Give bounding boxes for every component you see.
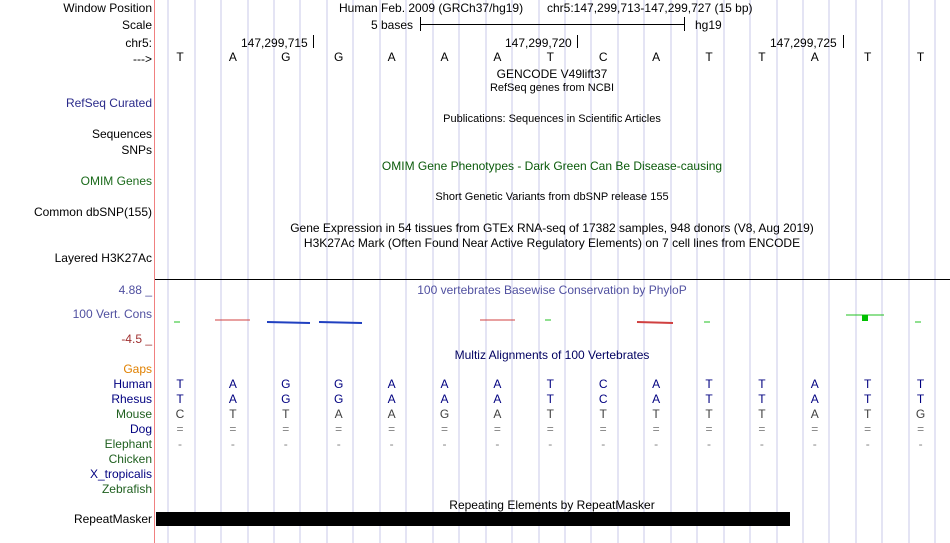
species-base: A (810, 377, 819, 391)
cons-title[interactable]: 100 vertebrates Basewise Conservation by PhyloP (417, 283, 687, 297)
h3k27-label[interactable]: Layered H3K27Ac (54, 251, 152, 265)
species-base: - (336, 437, 341, 451)
base-letter: A (810, 50, 819, 64)
refseq-label[interactable]: RefSeq Curated (65, 96, 152, 110)
species-label[interactable]: Dog (129, 422, 152, 436)
species-base: = (758, 422, 766, 436)
species-base: T (176, 392, 184, 406)
dbsnp-title[interactable]: Short Genetic Variants from dbSNP release 155 (435, 191, 669, 203)
base-letter: C (598, 50, 608, 64)
species-base: A (493, 377, 502, 391)
species-label[interactable]: Zebrafish (101, 482, 152, 496)
species-base: T (599, 407, 607, 421)
species-base: T (176, 377, 184, 391)
species-base: A (652, 392, 661, 406)
h3k27-title[interactable]: H3K27Ac Mark (Often Found Near Active Regulatory Elements) on 7 cell lines from ENCODE (303, 236, 801, 250)
repeat-label[interactable]: RepeatMasker (73, 512, 152, 526)
species-base: = (917, 422, 925, 436)
base-letter: A (440, 50, 449, 64)
base-letter: T (176, 50, 184, 64)
species-base: T (758, 407, 766, 421)
species-base: G (915, 407, 926, 421)
coord-3-tick (843, 35, 844, 48)
base-letter: G (334, 50, 344, 64)
species-base: A (334, 407, 343, 421)
position-text[interactable]: chr5:147,299,713-147,299,727 (15 bp) (547, 1, 753, 15)
species-base: = (546, 422, 554, 436)
species-label[interactable]: Human (113, 377, 152, 391)
omim-title[interactable]: OMIM Gene Phenotypes - Dark Green Can Be Disease-causing (381, 159, 723, 173)
species-base: - (495, 437, 500, 451)
coord-1-tick (313, 35, 314, 48)
species-base: A (652, 377, 661, 391)
species-base: T (758, 392, 766, 406)
species-base: T (282, 407, 290, 421)
species-base: T (546, 392, 554, 406)
species-base: - (812, 437, 817, 451)
cons-wiggle (0, 300, 950, 340)
publications-title[interactable]: Publications: Sequences in Scientific Articles (443, 113, 661, 125)
scale-text: 5 bases (371, 18, 414, 32)
scale-bar (420, 24, 684, 25)
species-base: A (387, 407, 396, 421)
strand-label: ---> (133, 52, 152, 66)
scale-bar-right-tick (684, 17, 685, 31)
base-letter: A (387, 50, 396, 64)
window-position-label: Window Position (63, 1, 152, 15)
species-label[interactable]: Chicken (108, 452, 152, 466)
species-label[interactable]: Elephant (104, 437, 152, 451)
species-base: G (439, 407, 450, 421)
species-base: = (864, 422, 872, 436)
species-base: = (176, 422, 184, 436)
species-label[interactable]: Gaps (123, 362, 152, 376)
species-base: - (389, 437, 394, 451)
species-base: - (865, 437, 870, 451)
species-base: - (707, 437, 711, 451)
gencode-title[interactable]: GENCODE V49lift37 (496, 67, 608, 81)
species-base: T (705, 392, 713, 406)
species-base: = (652, 422, 660, 436)
base-letter: T (758, 50, 766, 64)
base-letter: T (705, 50, 713, 64)
scale-label: Scale (121, 18, 152, 32)
coord-1: 147,299,715 (241, 36, 308, 50)
cons-top-value: 4.88 _ (118, 283, 152, 297)
cons-bottom-value: -4.5 _ (121, 332, 152, 346)
base-letter: T (864, 50, 872, 64)
species-base: G (281, 392, 291, 406)
species-base: A (387, 377, 396, 391)
species-base: G (334, 392, 344, 406)
species-base: A (228, 377, 237, 391)
species-base: - (654, 437, 659, 451)
species-base: T (546, 407, 554, 421)
species-base: - (230, 437, 235, 451)
base-letter: A (228, 50, 237, 64)
species-base: C (598, 377, 608, 391)
base-letter: G (281, 50, 291, 64)
species-label[interactable]: Mouse (115, 407, 152, 421)
base-letter: T (916, 50, 925, 64)
omim-label[interactable]: OMIM Genes (80, 174, 152, 188)
coord-2-tick (577, 35, 578, 48)
species-base: G (334, 377, 344, 391)
base-letter: A (652, 50, 661, 64)
species-base: T (864, 377, 872, 391)
species-base: T (864, 392, 872, 406)
species-base: C (598, 392, 608, 406)
species-base: = (388, 422, 396, 436)
species-base: - (283, 437, 288, 451)
dbsnp-label[interactable]: Common dbSNP(155) (33, 205, 152, 219)
sequences-label[interactable]: Sequences (91, 127, 152, 141)
chrom-label: chr5: (125, 36, 152, 50)
scale-bar-left-tick (420, 17, 421, 31)
species-base: - (178, 437, 182, 451)
species-base: A (440, 392, 449, 406)
species-base: T (229, 407, 237, 421)
species-base: = (440, 422, 448, 436)
species-base: C (175, 407, 185, 421)
species-base: T (916, 377, 925, 391)
species-base: - (918, 437, 923, 451)
species-base: A (440, 377, 449, 391)
species-base: A (228, 392, 237, 406)
species-base: = (493, 422, 501, 436)
species-label[interactable]: Rhesus (111, 392, 152, 406)
track-separator (155, 279, 950, 280)
gtex-title[interactable]: Gene Expression in 54 tissues from GTEx RNA-seq of 17382 samples, 948 donors (V8, Aug 2019) (290, 221, 814, 235)
species-base: = (811, 422, 819, 436)
species-base: = (229, 422, 237, 436)
base-letter: T (546, 50, 554, 64)
species-base: = (705, 422, 713, 436)
species-label[interactable]: X_tropicalis (89, 467, 152, 481)
refseq-title[interactable]: RefSeq genes from NCBI (489, 82, 615, 94)
species-base: A (810, 407, 819, 421)
species-base: - (442, 437, 447, 451)
species-base: T (705, 377, 713, 391)
species-base: T (652, 407, 660, 421)
species-base: = (282, 422, 290, 436)
coord-3: 147,299,725 (770, 36, 837, 50)
species-base: T (546, 377, 554, 391)
multiz-title[interactable]: Multiz Alignments of 100 Vertebrates (454, 348, 650, 362)
assembly-text: Human Feb. 2009 (GRCh37/hg19) (339, 1, 524, 15)
species-base: A (387, 392, 396, 406)
species-base: G (281, 377, 291, 391)
scale-assembly: hg19 (695, 18, 722, 32)
repeat-element-bar[interactable] (156, 512, 790, 526)
snps-label[interactable]: SNPs (121, 143, 152, 157)
species-base: - (601, 437, 606, 451)
species-base: - (759, 437, 764, 451)
species-base: T (864, 407, 872, 421)
repeat-title[interactable]: Repeating Elements by RepeatMasker (449, 498, 655, 512)
cons-label[interactable]: 100 Vert. Cons (72, 307, 152, 321)
species-base: A (493, 392, 502, 406)
species-base: T (705, 407, 713, 421)
species-base: - (548, 437, 553, 451)
species-base: = (335, 422, 343, 436)
species-base: T (916, 392, 925, 406)
species-base: A (810, 392, 819, 406)
species-base: T (758, 377, 766, 391)
species-base: A (493, 407, 502, 421)
track-left-border (154, 0, 155, 543)
coord-2: 147,299,720 (505, 36, 572, 50)
species-base: = (599, 422, 607, 436)
base-letter: A (493, 50, 502, 64)
